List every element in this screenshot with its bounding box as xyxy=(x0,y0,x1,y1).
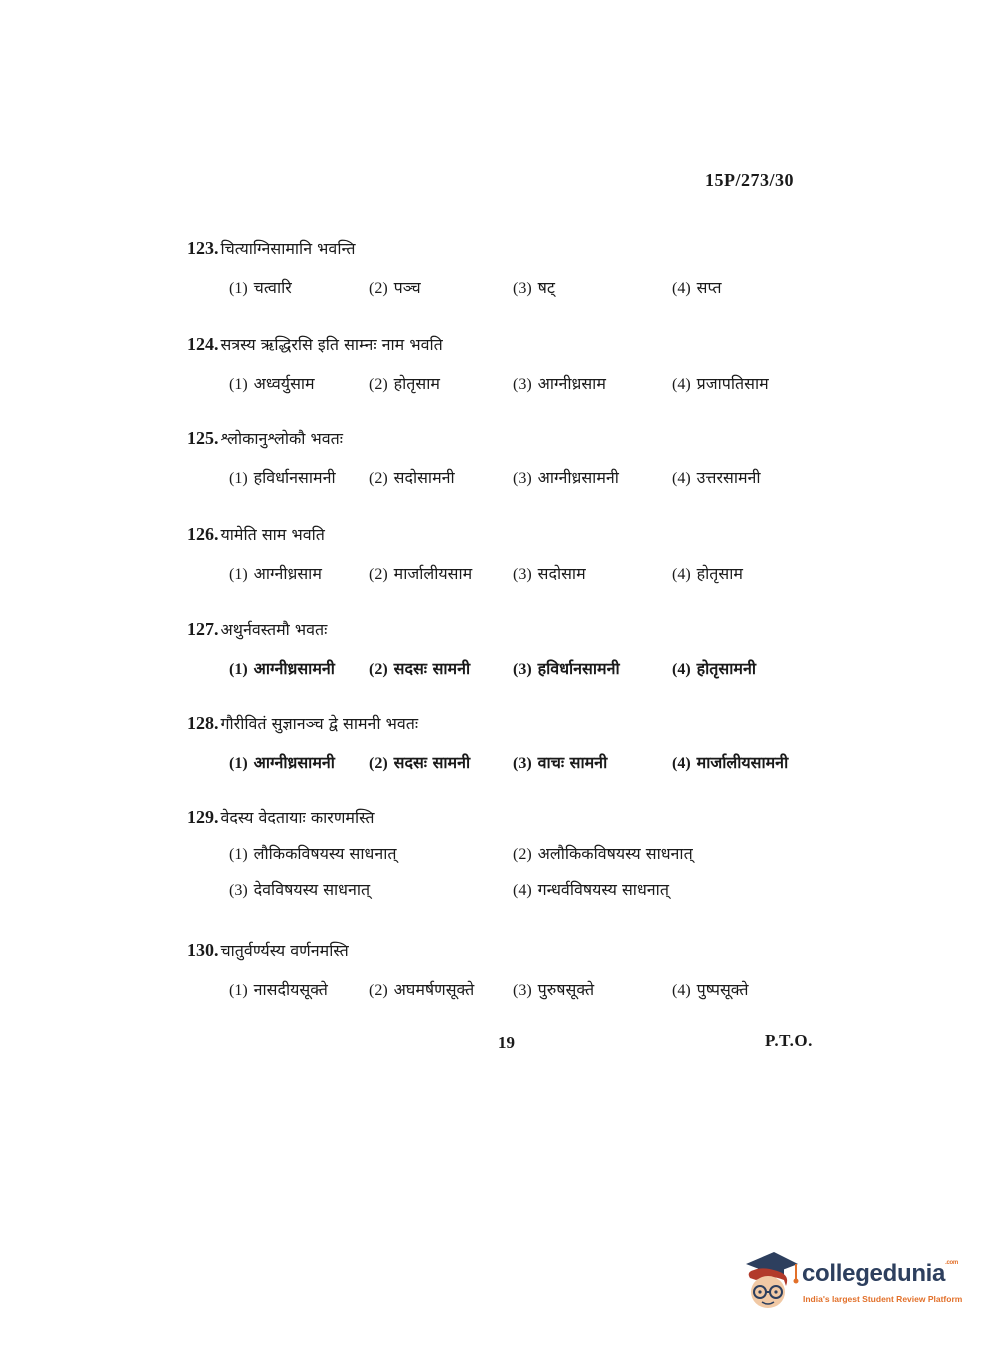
question-number: 123. xyxy=(187,238,219,258)
option-2: (2) सदोसामनी xyxy=(369,468,455,487)
option-2: (2) मार्जालीयसाम xyxy=(369,564,473,583)
brand-suffix: .com xyxy=(945,1260,958,1266)
option-3: (3) षट् xyxy=(513,278,555,297)
question-129 xyxy=(187,807,847,900)
option-3: (3) आग्नीध्रसाम xyxy=(513,374,606,393)
option-1: (1) अध्वर्युसाम xyxy=(229,374,315,393)
mascot-logo-icon xyxy=(740,1250,802,1320)
option-4: (4) उत्तरसामनी xyxy=(672,468,761,487)
question-125 xyxy=(187,428,847,488)
question-130 xyxy=(187,940,847,1000)
option-1: (1) लौकिकविषयस्य साधनात् xyxy=(229,844,397,863)
option-4: (4) सप्त xyxy=(672,278,722,297)
question-128 xyxy=(187,713,847,773)
question-stem: यामेति साम भवति xyxy=(220,525,325,544)
question-number: 126. xyxy=(187,524,219,544)
question-stem: चातुर्वर्ण्यस्य वर्णनमस्ति xyxy=(220,941,349,960)
question-number: 124. xyxy=(187,334,219,354)
question-number: 129. xyxy=(187,807,219,827)
question-124 xyxy=(187,334,847,394)
question-number: 130. xyxy=(187,940,219,960)
option-1: (1) आग्नीध्रसामनी xyxy=(229,659,335,678)
brand-name: collegedunia xyxy=(802,1260,946,1287)
option-1: (1) चत्वारि xyxy=(229,278,292,297)
option-2: (2) अघमर्षणसूक्ते xyxy=(369,980,475,999)
option-2: (2) होतृसाम xyxy=(369,374,440,393)
question-126 xyxy=(187,524,847,584)
option-3: (3) वाचः सामनी xyxy=(513,753,608,772)
question-stem: श्लोकानुश्लोकौ भवतः xyxy=(220,429,343,448)
option-1: (1) नासदीयसूक्ते xyxy=(229,980,328,999)
option-4: (4) होतृसाम xyxy=(672,564,743,583)
question-stem: सत्रस्य ऋद्धिरसि इति साम्नः नाम भवति xyxy=(220,335,443,354)
question-number: 125. xyxy=(187,428,219,448)
option-3: (3) आग्नीध्रसामनी xyxy=(513,468,619,487)
option-4: (4) पुष्पसूक्ते xyxy=(672,980,749,999)
option-4: (4) मार्जालीयसामनी xyxy=(672,753,789,772)
option-4: (4) होतृसामनी xyxy=(672,659,756,678)
question-stem: गौरीवितं सुज्ञानञ्च द्वे सामनी भवतः xyxy=(220,714,419,733)
option-2: (2) अलौकिकविषयस्य साधनात् xyxy=(513,844,693,863)
question-number: 128. xyxy=(187,713,219,733)
question-stem: वेदस्य वेदतायाः कारणमस्ति xyxy=(220,808,375,827)
brand-tagline: India's largest Student Review Platform xyxy=(803,1294,963,1304)
option-4: (4) गन्धर्वविषयस्य साधनात् xyxy=(513,880,669,899)
question-stem: चित्याग्निसामानि भवन्ति xyxy=(220,239,356,258)
option-3: (3) देवविषयस्य साधनात् xyxy=(229,880,371,899)
option-2: (2) पञ्च xyxy=(369,278,421,297)
question-127 xyxy=(187,619,847,679)
option-2: (2) सदसः सामनी xyxy=(369,753,471,772)
option-1: (1) आग्नीध्रसाम xyxy=(229,564,322,583)
option-3: (3) हविर्धानसामनी xyxy=(513,659,620,678)
option-1: (1) हविर्धानसामनी xyxy=(229,468,336,487)
option-3: (3) पुरुषसूक्ते xyxy=(513,980,595,999)
option-2: (2) सदसः सामनी xyxy=(369,659,471,678)
page-number: 19 xyxy=(498,1033,515,1052)
question-123 xyxy=(187,238,847,298)
question-number: 127. xyxy=(187,619,219,639)
option-4: (4) प्रजापतिसाम xyxy=(672,374,769,393)
pto-label: P.T.O. xyxy=(765,1031,813,1050)
question-stem: अथुर्नवस्तमौ भवतः xyxy=(220,620,328,639)
option-3: (3) सदोसाम xyxy=(513,564,586,583)
paper-code: 15P/273/30 xyxy=(705,170,794,190)
option-1: (1) आग्नीध्रसामनी xyxy=(229,753,335,772)
collegedunia-watermark xyxy=(740,1250,970,1320)
